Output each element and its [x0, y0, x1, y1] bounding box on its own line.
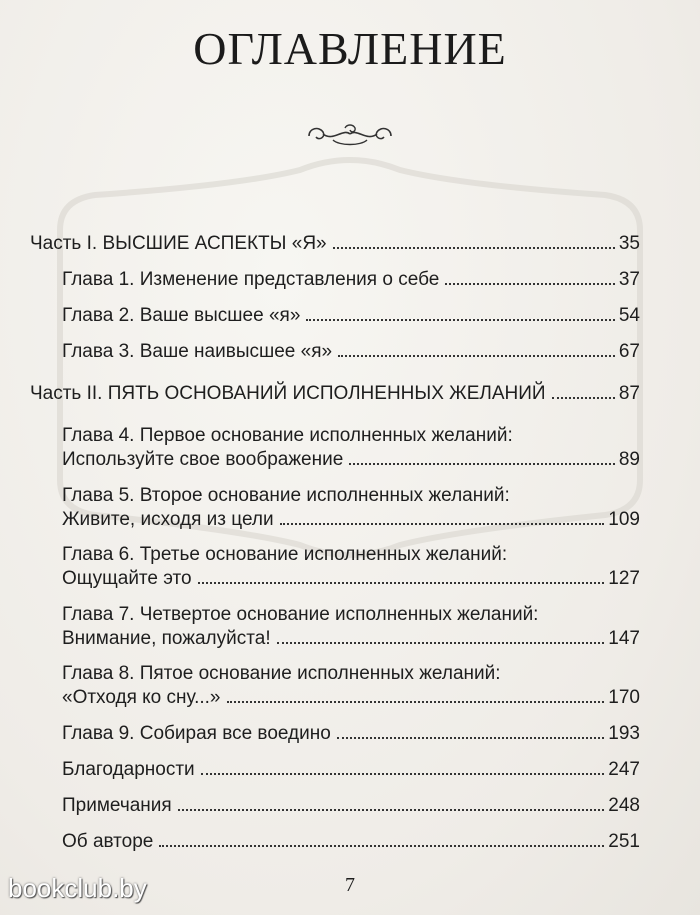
toc-entry-page: 170	[608, 687, 640, 708]
toc-entry-chapter-4[interactable]	[62, 424, 640, 472]
toc-entry-label: Глава 5. Второе основание исполненных желаний:	[62, 485, 510, 506]
toc-entry-page: 35	[618, 233, 640, 254]
leader-dots	[338, 355, 615, 357]
toc-entry-label-line2: «Отходя ко сну...»	[62, 687, 221, 708]
leader-dots	[337, 737, 605, 739]
toc-entry-page: 87	[618, 383, 640, 404]
leader-dots	[306, 319, 614, 321]
leader-dots	[333, 247, 615, 249]
toc-entry-page: 248	[608, 795, 640, 816]
toc-entry-part-2[interactable]	[30, 382, 640, 406]
leader-dots	[227, 701, 605, 703]
site-watermark: bookclub.by	[8, 873, 147, 903]
toc-entry-label: Глава 2. Ваше высшее «я»	[62, 305, 301, 326]
toc-entry-label-line2: Внимание, пожалуйста!	[62, 628, 271, 649]
toc-entry-label: Глава 3. Ваше наивысшее «я»	[62, 341, 333, 362]
toc-entry-label-line2: Используйте свое воображение	[62, 449, 344, 470]
leader-dots	[445, 283, 615, 285]
leader-dots	[178, 809, 605, 811]
toc-entry-chapter-5[interactable]	[62, 484, 640, 532]
toc-entry-label: Глава 9. Собирая все воедино	[62, 723, 331, 744]
toc-entry-chapter-9[interactable]	[62, 722, 640, 746]
toc-entry-label: Глава 8. Пятое основание исполненных желаний:	[62, 663, 501, 684]
toc-entry-page: 247	[608, 759, 640, 780]
toc-entry-about-author[interactable]	[62, 830, 640, 854]
toc-entry-page: 251	[608, 831, 640, 852]
toc-entry-label: Благодарности	[62, 759, 195, 780]
toc-entry-page: 193	[608, 723, 640, 744]
page-title: ОГЛАВЛЕНИЕ	[193, 23, 507, 74]
toc-entry-page: 89	[618, 449, 640, 470]
toc-entry-label: Часть I. ВЫСШИЕ АСПЕКТЫ «Я»	[30, 233, 327, 254]
toc-entry-chapter-7[interactable]	[62, 603, 640, 651]
toc-entry-part-1[interactable]	[30, 232, 640, 256]
flourish-ornament-icon	[303, 120, 397, 150]
leader-dots	[201, 773, 605, 775]
toc-entry-chapter-6[interactable]	[62, 543, 640, 591]
leader-dots	[280, 523, 605, 525]
toc-entry-chapter-3[interactable]	[62, 340, 640, 364]
toc-entry-notes[interactable]	[62, 794, 640, 818]
toc-entry-page: 127	[608, 568, 640, 589]
toc-entry-label: Об авторе	[62, 831, 154, 852]
toc-entry-label: Глава 4. Первое основание исполненных желаний:	[62, 425, 513, 446]
toc-entry-label: Глава 1. Изменение представления о себе	[62, 269, 440, 290]
toc-entry-label-line2: Ощущайте это	[62, 568, 192, 589]
toc-entry-label: Глава 7. Четвертое основание исполненных желаний:	[62, 604, 539, 625]
toc-entry-chapter-2[interactable]	[62, 304, 640, 328]
toc-entry-label-line2: Живите, исходя из цели	[62, 509, 274, 530]
leader-dots	[277, 642, 605, 644]
leader-dots	[552, 397, 615, 399]
page-number: 7	[345, 874, 355, 896]
leader-dots	[198, 582, 605, 584]
leader-dots	[159, 845, 604, 847]
toc-entry-acknowledgements[interactable]	[62, 758, 640, 782]
toc-entry-label: Примечания	[62, 795, 172, 816]
toc-entry-page: 37	[618, 269, 640, 290]
toc-entry-chapter-8[interactable]	[62, 662, 640, 710]
toc-entry-label: Глава 6. Третье основание исполненных желаний:	[62, 544, 508, 565]
toc-entry-page: 147	[608, 628, 640, 649]
leader-dots	[349, 463, 615, 465]
toc-entry-chapter-1[interactable]	[62, 268, 640, 292]
toc-entry-page: 109	[608, 509, 640, 530]
toc-entry-page: 54	[618, 305, 640, 326]
toc-entry-label: Часть II. ПЯТЬ ОСНОВАНИЙ ИСПОЛНЕННЫХ ЖЕЛАНИЙ	[30, 383, 546, 404]
toc-entry-page: 67	[618, 341, 640, 362]
